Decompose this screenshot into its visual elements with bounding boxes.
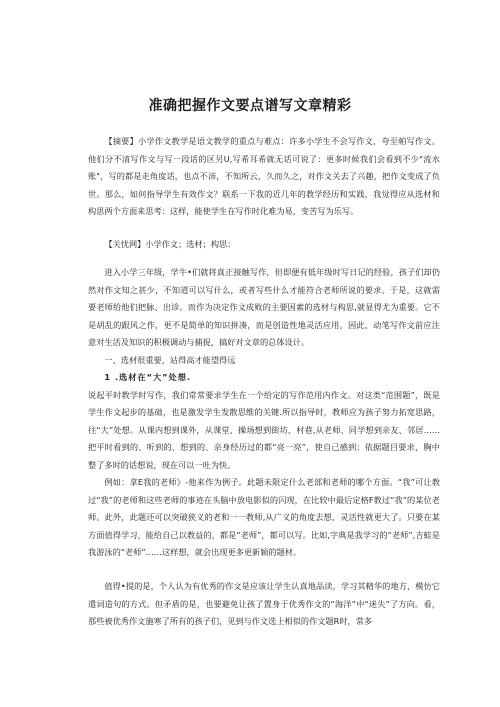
keywords-text: 【关忧网】小学作文；选材；构思： (104, 239, 236, 249)
abstract-section (88, 133, 440, 221)
document-title: 准确把握作文要点谱写文章精彩 (148, 98, 352, 114)
abstract-text: 【摘要】小学作文教学是语文教学的重点与难点：许多小学生不会写作文，夸至帕写作文。他们分不清写作文与写一段话的区另U,写希耳希就无话可说了：更多时候我们会看到不少"流水账"，写的都是走角度话，也点不沛，不知所云，久而久之，对作文关去了兴趣，把作文变成了负世。那么，如何指导学生有效作文？联系一下我的近几年的教学经历和实践，我觉得应从选材和构思两个方面来思考：这样，能使学生在写作时化难为易，变苦写为乐写。 (88, 136, 440, 216)
section-heading: 一、选材很重要，站得高才能望得远 (104, 354, 236, 365)
subsection-heading: 1 .选材在“大”处想. (104, 372, 192, 382)
body-paragraph: 例如：拿E我的老师》-他来作为例子。此题未限定什么老部和老师的哪个方面。“我”可让教过“我”的老师和这些老师的事迹在头脑中放电影似的闪现，在比较中最后定格F教过“我”的某位老师。此外，此题还可以突破狭义的老和一一教师,从广义的角度去想，灵活性就更大了。只要在某方面值得学习，能给自己以教益的，都是“老师”，都可以写。比如,字典是我学习的“老师”,吉蛙是我游泳的“老师”……这样想，就会出现更多更新颖的题材。 (88, 477, 440, 557)
body-section-continued (88, 578, 440, 631)
body-paragraph: 值得•提的是，个人认为有优秀的作文是应该让学生认真地品读，学习其精华的地方，模仿它遣词造句的方式。但矛盾的是，也要避免让孩了置身于优秀作文的“海洋”中“迷失”了方向。看，那些被优秀作文施寒了所有的孩子们，见到与作文选上相似的作文题R时，常多 (88, 581, 440, 626)
keywords-section (88, 236, 440, 254)
body-section (88, 264, 440, 562)
body-paragraph: 说起平时教学时写作，我们常常要求学生在一个给定的写作范用内作文。对这类“范围题”，既是学生作文起步的基础，也是激发学生发散思维的关键.所以指导时，教师应为孩子努力拓宽思路，往“大”处想。从课内想到课外，从课堂、操场想到街坊、村巷,从老师、同学想到亲友、邻居……把平时看到的、听到的、想到的、亲身经历过的都“亮一亮”，使自己感到：依据题目要求，胸中整了多时的话想说，现在可以一吐为快。 (88, 389, 440, 470)
intro-paragraph: 进入小学三年级，学牛•们就将真正接触写作，但即便有低年级时写日记的经验，孩子们却仍然对作文知之甚少，不知道可以写什么，或者写些什么才能符合老师所说的要求。于是，这就需要老师给他们把脉、出诊。而作为决定作文成败的主要因素的选材与构思,就显得尤为重要。它不是胡乱的跟风之作，更不是简单的知识拼凑，而是创造性地灵活应用。因此，动笔写作文前应注意对生活及知识的积极调动与捕捉，搞好对文章的总体设计。 (88, 267, 440, 347)
